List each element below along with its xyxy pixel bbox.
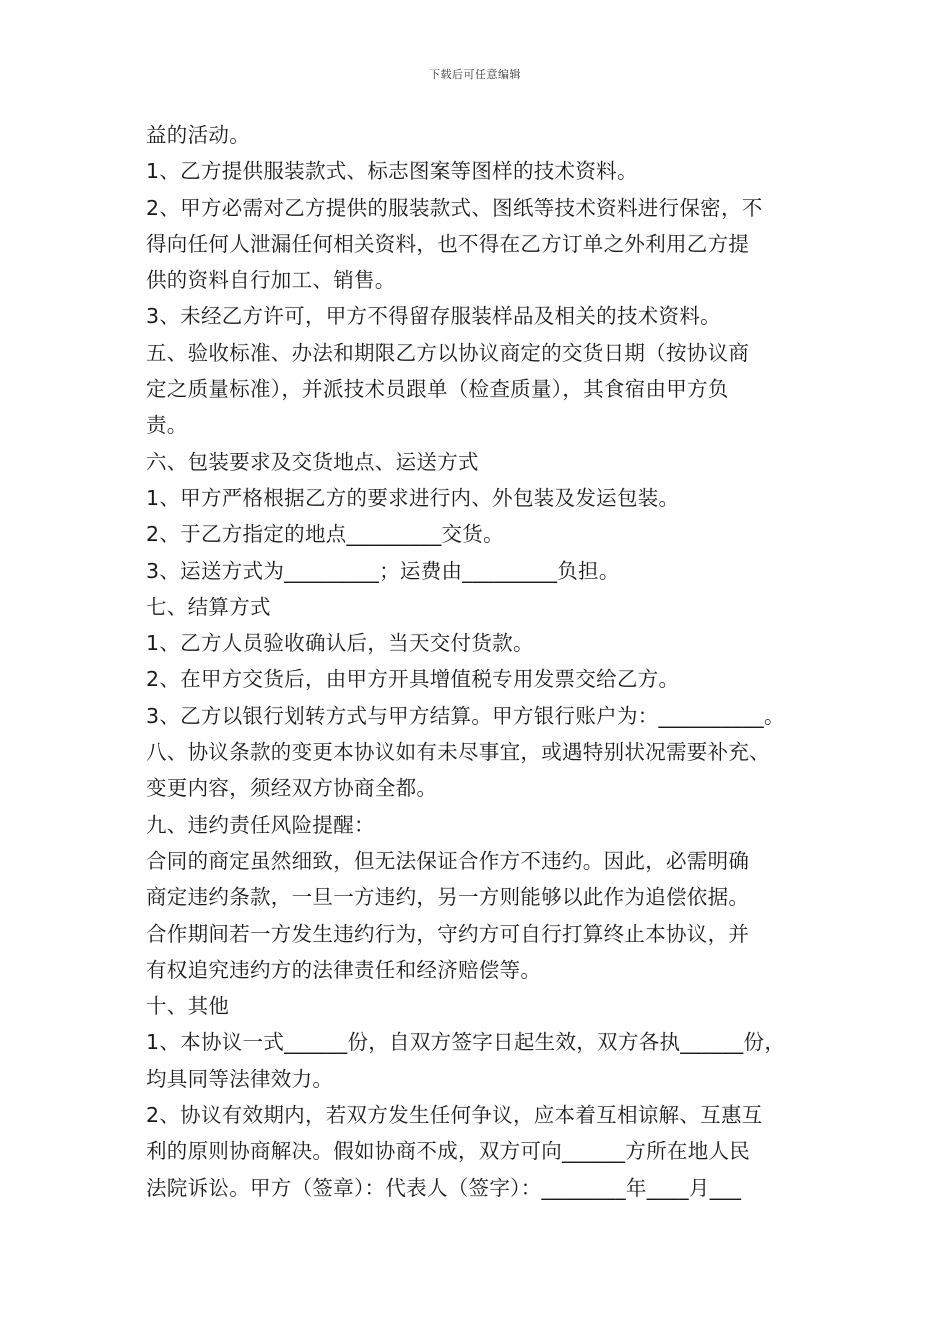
text-line: 责。 bbox=[146, 413, 188, 438]
text-line: 供的资料自行加工、销售。 bbox=[146, 268, 396, 293]
text-line: 1、本协议一式______份，自双方签字日起生效，双方各执______份， bbox=[146, 1030, 786, 1055]
text-line: 2、甲方必需对乙方提供的服装款式、图纸等技术资料进行保密，不 bbox=[146, 195, 763, 220]
section-heading: 十、其他 bbox=[146, 994, 230, 1019]
document-body bbox=[146, 117, 826, 1206]
text-line: 利的原则协商解决。假如协商不成，双方可向______方所在地人民 bbox=[146, 1139, 751, 1164]
text-line: 有权追究违约方的法律责任和经济赔偿等。 bbox=[146, 957, 542, 982]
text-line: 合作期间若一方发生违约行为，守约方可自行打算终止本协议，并 bbox=[146, 921, 750, 946]
text-line: 2、在甲方交货后，由甲方开具增值税专用发票交给乙方。 bbox=[146, 667, 680, 692]
section-heading: 七、结算方式 bbox=[146, 594, 271, 619]
text-line: 2、协议有效期内，若双方发生任何争议，应本着互相谅解、互惠互 bbox=[146, 1103, 763, 1128]
section-heading: 八、协议条款的变更本协议如有未尽事宜，或遇特别状况需要补充、 bbox=[146, 740, 770, 765]
text-line: 1、甲方严格根据乙方的要求进行内、外包装及发运包装。 bbox=[146, 485, 680, 510]
text-line: 法院诉讼。甲方（签章）：代表人（签字）：________年____月___ bbox=[146, 1175, 742, 1200]
text-line: 3、运送方式为_________；运费由_________负担。 bbox=[146, 558, 620, 583]
section-heading: 九、违约责任风险提醒： bbox=[146, 812, 375, 837]
text-line: 益的活动。 bbox=[146, 123, 250, 147]
text-line: 得向任何人泄漏任何相关资料，也不得在乙方订单之外利用乙方提 bbox=[146, 231, 750, 256]
text-line: 商定违约条款，一旦一方违约，另一方则能够以此作为追偿依据。 bbox=[146, 885, 750, 910]
text-line: 1、乙方提供服装款式、标志图案等图样的技术资料。 bbox=[146, 159, 638, 184]
text-line: 3、未经乙方许可，甲方不得留存服装样品及相关的技术资料。 bbox=[146, 304, 721, 329]
text-line: 定之质量标准），并派技术员跟单（检查质量），其食宿由甲方负 bbox=[146, 377, 729, 402]
text-line: 变更内容，须经双方协商全都。 bbox=[146, 776, 438, 801]
text-line: 1、乙方人员验收确认后，当天交付货款。 bbox=[146, 631, 534, 656]
section-heading: 五、验收标准、办法和期限乙方以协议商定的交货日期（按协议商 bbox=[146, 340, 750, 365]
text-line: 3、乙方以银行划转方式与甲方结算。甲方银行账户为：__________。 bbox=[146, 703, 785, 728]
page-header: 下载后可任意编辑 bbox=[429, 68, 521, 81]
section-heading: 六、包装要求及交货地点、运送方式 bbox=[146, 449, 479, 474]
text-line: 合同的商定虽然细致，但无法保证合作方不违约。因此，必需明确 bbox=[146, 848, 750, 873]
text-line: 2、于乙方指定的地点_________交货。 bbox=[146, 522, 504, 547]
text-line: 均具同等法律效力。 bbox=[146, 1066, 334, 1091]
